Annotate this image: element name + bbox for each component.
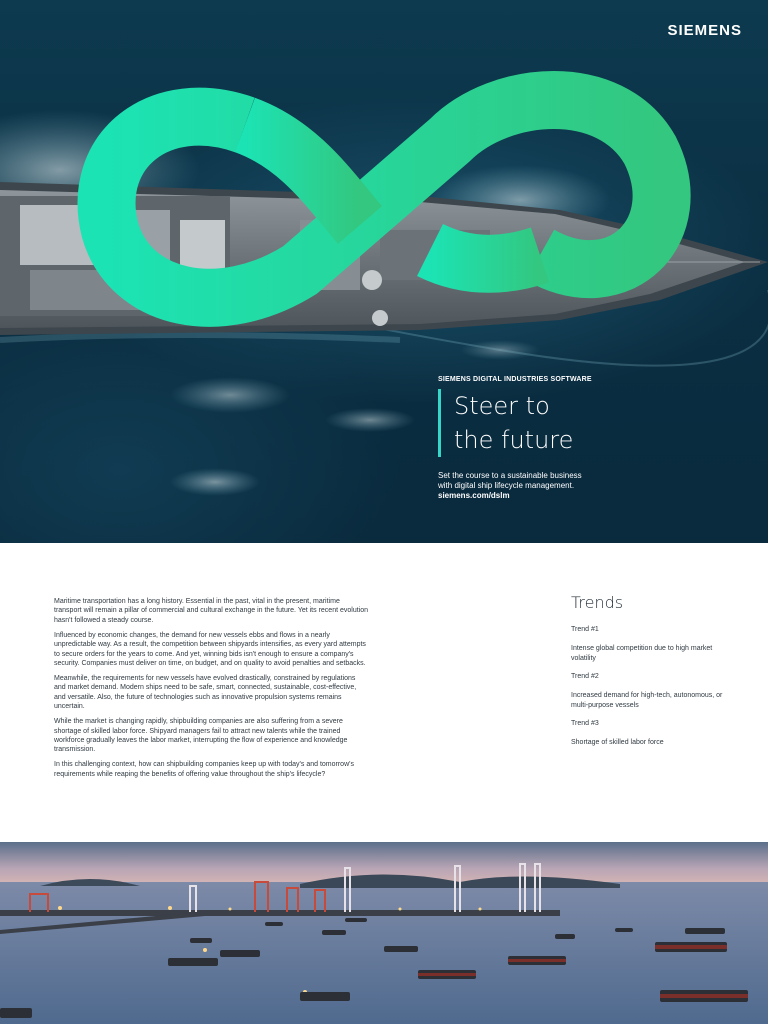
siemens-logo: SIEMENS <box>667 22 742 39</box>
trend-number: Trend #3 <box>571 720 599 727</box>
trend-description: Intense global competition due to high market volatility <box>571 645 713 662</box>
headline <box>438 389 738 457</box>
trend-description: Increased demand for high-tech, autonomous, or multi-purpose vessels <box>571 692 723 709</box>
trends-sidebar <box>571 593 731 758</box>
harbor-photo <box>0 842 768 1024</box>
hero-subcopy <box>438 471 738 501</box>
harbor-ships-image <box>0 842 768 1024</box>
eyebrow-label: SIEMENS DIGITAL INDUSTRIES SOFTWARE <box>438 376 592 383</box>
trend-number: Trend #2 <box>571 673 599 680</box>
trends-title: Trends <box>571 593 624 612</box>
paragraph-2: Influenced by economic changes, the demand for new vessels ebbs and flows in a nearly unpredictable way. As a result, the competition between shipyards intensifies, as every yard attempts to secure orders for the years to come. And yet, winning bids isn't enough to ensure a company's security. Companies must deliver on time, on budget, and on quality to avoid penalties and setbacks. <box>54 631 366 668</box>
paragraph-4: While the market is changing rapidly, shipbuilding companies are also suffering from a severe shortage of skilled labor force. Shipyard managers fail to attract new talents while the trained workforce gradually leaves the labor market, interrupting the flow of experience and knowledge transmission. <box>54 718 348 754</box>
paragraph-3: Meanwhile, the requirements for new vessels have evolved drastically, constrained by regulations and market demand. Modern ships need to be safe, smart, connected, sustainable, cost-effective, and versatile. Also, the future of technologies such as innovative propulsion systems remains uncertain. <box>54 675 357 711</box>
headline-line-1: Steer to <box>454 392 550 420</box>
trend-number: Trend #1 <box>571 626 599 633</box>
body-article <box>54 597 368 785</box>
hero-text-block <box>438 376 738 501</box>
paragraph-1: Maritime transportation has a long history. Essential in the past, vital in the present, maritime transport will remain a pillar of commercial and cultural exchange in the future. Yet its recent evolution hasn't followed a steady course. <box>54 598 368 624</box>
subcopy-line-1: Set the course to a sustainable business <box>438 471 582 480</box>
paragraph-5: In this challenging context, how can shipbuilding companies keep up with today's and tomorrow's requirements while reaping the benefits of offering value throughout the ship's lifecycle? <box>54 761 354 778</box>
subcopy-line-2: with digital ship lifecycle management. <box>438 481 575 490</box>
siemens-link[interactable]: siemens.com/dslm <box>438 491 510 500</box>
headline-line-2: the future <box>454 426 574 454</box>
trend-description: Shortage of skilled labor force <box>571 739 664 746</box>
